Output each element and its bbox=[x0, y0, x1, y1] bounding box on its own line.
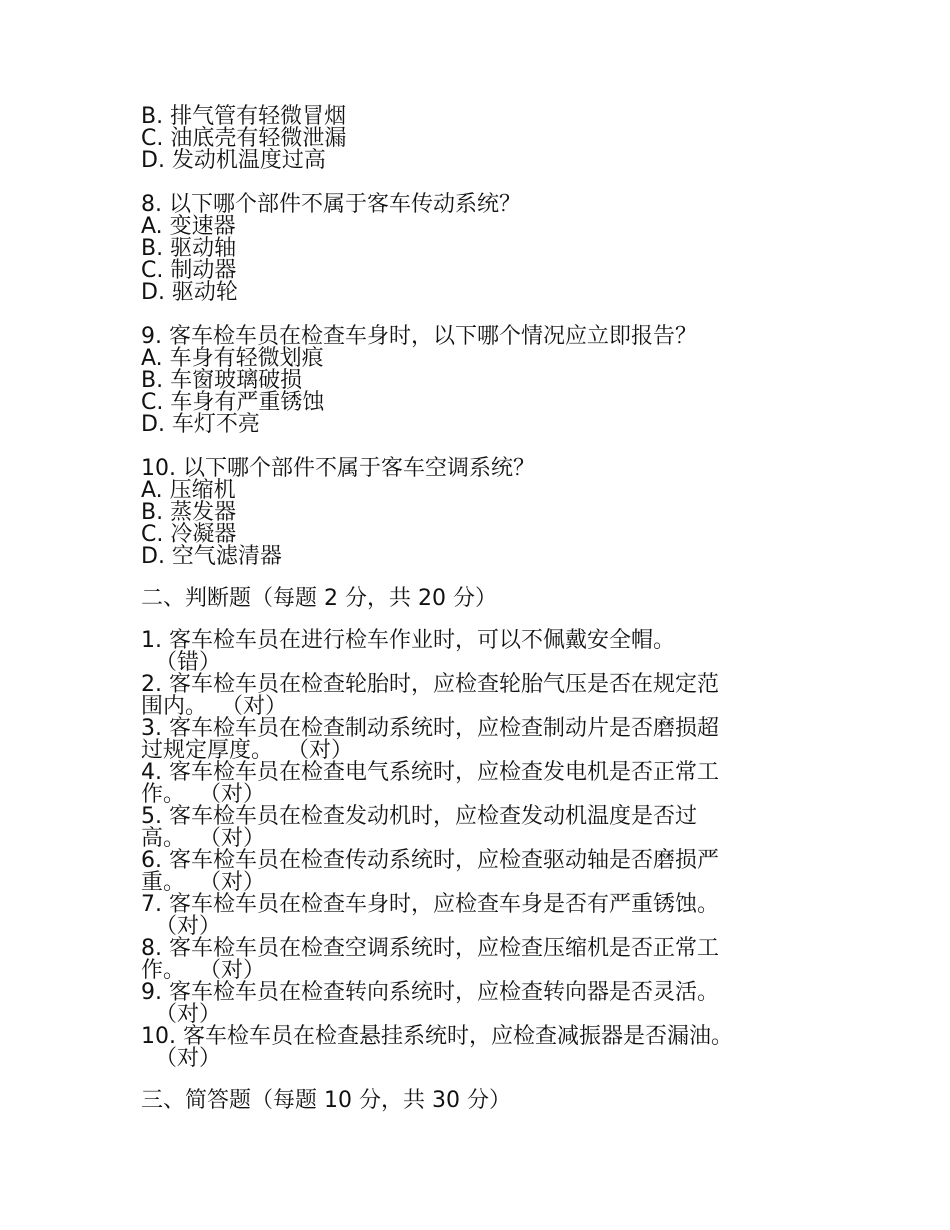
true-false-continuation bbox=[141, 1048, 801, 1070]
true-false-item bbox=[141, 806, 801, 850]
true-false-list bbox=[141, 630, 801, 1070]
true-false-statement: 2. 客车检车员在检查轮胎时，应检查轮胎气压是否在规定范 bbox=[141, 672, 719, 697]
option-line: C. 冷凝器 bbox=[141, 522, 237, 547]
answer-mark: （对） bbox=[287, 738, 354, 763]
statement-continuation: 作。 bbox=[141, 958, 186, 983]
question-9 bbox=[141, 326, 801, 436]
true-false-statement: 6. 客车检车员在检查传动系统时，应检查驱动轴是否磨损严 bbox=[141, 848, 719, 873]
option-line: C. 油底壳有轻微泄漏 bbox=[141, 126, 347, 151]
option-line: A. 变速器 bbox=[141, 214, 236, 239]
statement-continuation: 围内。 bbox=[141, 694, 208, 719]
answer-mark: （对） bbox=[199, 958, 266, 983]
true-false-continuation bbox=[141, 828, 801, 850]
true-false-item bbox=[141, 1026, 801, 1070]
option-line: B. 排气管有轻微冒烟 bbox=[141, 104, 347, 129]
true-false-item bbox=[141, 894, 801, 938]
option-line: C. 制动器 bbox=[141, 258, 237, 283]
true-false-statement: 7. 客车检车员在检查车身时，应检查车身是否有严重锈蚀。 bbox=[141, 892, 719, 917]
true-false-statement: 3. 客车检车员在检查制动系统时，应检查制动片是否磨损超 bbox=[141, 716, 719, 741]
option-line: D. 空气滤清器 bbox=[141, 544, 282, 569]
question-stem: 8. 以下哪个部件不属于客车传动系统？ bbox=[141, 192, 521, 217]
true-false-statement: 8. 客车检车员在检查空调系统时，应检查压缩机是否正常工 bbox=[141, 936, 719, 961]
true-false-item bbox=[141, 850, 801, 894]
statement-continuation: 高。 bbox=[141, 826, 186, 851]
section-2-heading: 二、判断题（每题 2 分，共 20 分） bbox=[141, 586, 497, 611]
true-false-continuation bbox=[141, 652, 801, 674]
answer-mark: （错） bbox=[155, 650, 222, 675]
answer-mark: （对） bbox=[155, 1002, 222, 1027]
document-page bbox=[141, 106, 801, 1132]
statement-continuation: 作。 bbox=[141, 782, 186, 807]
true-false-continuation bbox=[141, 740, 801, 762]
true-false-continuation bbox=[141, 872, 801, 894]
answer-mark: （对） bbox=[155, 1046, 222, 1071]
statement-continuation: 过规定厚度。 bbox=[141, 738, 274, 763]
true-false-continuation bbox=[141, 1004, 801, 1026]
option-line: D. 车灯不亮 bbox=[141, 412, 260, 437]
option-line: A. 车身有轻微划痕 bbox=[141, 346, 324, 371]
answer-mark: （对） bbox=[199, 826, 266, 851]
statement-continuation: 重。 bbox=[141, 870, 186, 895]
question-7-options bbox=[141, 106, 801, 172]
question-10 bbox=[141, 458, 801, 568]
question-8 bbox=[141, 194, 801, 304]
question-stem: 9. 客车检车员在检查车身时，以下哪个情况应立即报告？ bbox=[141, 324, 697, 349]
answer-mark: （对） bbox=[221, 694, 288, 719]
true-false-item bbox=[141, 674, 801, 718]
true-false-continuation bbox=[141, 784, 801, 806]
option-line: B. 蒸发器 bbox=[141, 500, 237, 525]
true-false-item bbox=[141, 630, 801, 674]
option-line: B. 驱动轴 bbox=[141, 236, 237, 261]
true-false-statement: 5. 客车检车员在检查发动机时，应检查发动机温度是否过 bbox=[141, 804, 697, 829]
option-line: D. 驱动轮 bbox=[141, 280, 238, 305]
question-stem: 10. 以下哪个部件不属于客车空调系统？ bbox=[141, 456, 535, 481]
true-false-continuation bbox=[141, 916, 801, 938]
option-line: D. 发动机温度过高 bbox=[141, 148, 326, 173]
answer-mark: （对） bbox=[155, 914, 222, 939]
true-false-statement: 4. 客车检车员在检查电气系统时，应检查发电机是否正常工 bbox=[141, 760, 719, 785]
true-false-continuation bbox=[141, 696, 801, 718]
true-false-item bbox=[141, 718, 801, 762]
true-false-continuation bbox=[141, 960, 801, 982]
true-false-statement: 1. 客车检车员在进行检车作业时，可以不佩戴安全帽。 bbox=[141, 628, 675, 653]
option-line: A. 压缩机 bbox=[141, 478, 236, 503]
option-line: B. 车窗玻璃破损 bbox=[141, 368, 303, 393]
true-false-item bbox=[141, 982, 801, 1026]
answer-mark: （对） bbox=[199, 870, 266, 895]
true-false-statement: 10. 客车检车员在检查悬挂系统时，应检查减振器是否漏油。 bbox=[141, 1024, 733, 1049]
option-line: C. 车身有严重锈蚀 bbox=[141, 390, 325, 415]
true-false-statement: 9. 客车检车员在检查转向系统时，应检查转向器是否灵活。 bbox=[141, 980, 719, 1005]
true-false-item bbox=[141, 762, 801, 806]
true-false-item bbox=[141, 938, 801, 982]
section-3-heading: 三、简答题（每题 10 分，共 30 分） bbox=[141, 1088, 511, 1113]
answer-mark: （对） bbox=[199, 782, 266, 807]
